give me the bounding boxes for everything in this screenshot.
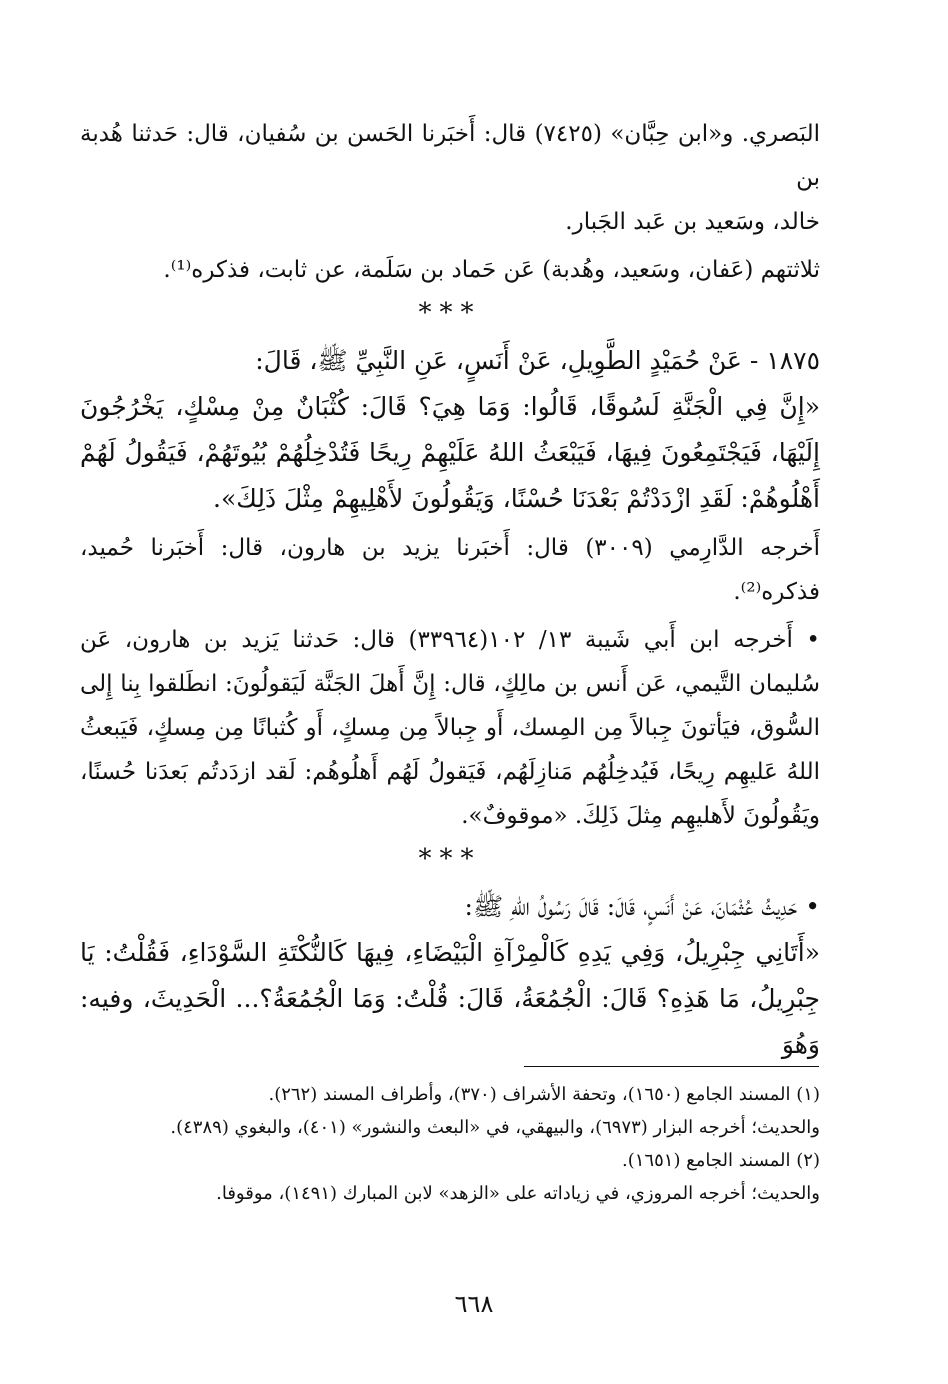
paragraph [80, 112, 820, 244]
text-line: البَصري. و«ابن حِبَّان» (٧٤٢٥) قال: أَخبَرنا الحَسن بن سُفيان، قال: حَدثنا هُدبة بن [80, 121, 820, 191]
footnote: (٢) المسند الجامع (١٦٥١). [622, 1150, 820, 1171]
text-line: خالد، وسَعيد بن عَبد الجَبار. [565, 209, 820, 235]
section-divider: *** [418, 844, 482, 874]
section-divider: *** [418, 298, 482, 328]
footnote: (١) المسند الجامع (١٦٥٠)، وتحفة الأشراف (٣٧٠)، وأطراف المسند (٢٦٢). [268, 1084, 820, 1105]
footnotes [80, 1078, 820, 1210]
hadith-heading: • حَدِيثُ عُثْمَانَ، عَنْ أَنَسٍ، قَالَ: قَالَ رَسُولُ اللهِ ﷺ: [464, 892, 820, 921]
hadith-heading: ١٨٧٥ - عَنْ حُمَيْدٍ الطَّوِيلِ، عَنْ أَنَسٍ، عَنِ النَّبِيِّ ﷺ، قَالَ: [255, 346, 820, 375]
footnote: والحديث؛ أخرجه البزار (٦٩٧٣)، والبيهقي، في «البعث والنشور» (٤٠١)، والبغوي (٤٣٨٩). [170, 1117, 820, 1138]
paragraph: ثلاثتهم (عَفان، وسَعيد، وهُدبة) عَن حَماد بن سَلَمة، عن ثابت، فذكره⁽¹⁾. [163, 257, 820, 283]
hadith-text: «أَتَانِي جِبْرِيلُ، وَفِي يَدِهِ كَالْمِرْآةِ الْبَيْضَاءِ، فِيهَا كَالنُّكْتَةِ السَّوْدَاءِ، فَقُلْتُ: يَا جِبْرِيلُ، مَا هَذِهِ؟ قَالَ: الْجُمُعَةُ، قَالَ: قُلْتُ: وَمَا الْجُمُعَةُ؟... الْحَدِيثَ، وفيه: وَهُوَ [80, 938, 820, 1059]
takhrij-paragraph: أَخرجه الدَّارِمي (٣٠٠٩) قال: أَخبَرنا يزيد بن هارون، قال: أَخبَرنا حُميد، فذكره⁽²⁾. [80, 535, 820, 605]
hadith-text: «إِنَّ فِي الْجَنَّةِ لَسُوقًا، قَالُوا: وَمَا هِيَ؟ قَالَ: كُثْبَانٌ مِنْ مِسْكٍ، يَخْرُجُونَ إِلَيْهَا، فَيَجْتَمِعُونَ فِيهَا، فَيَبْعَثُ اللهُ عَلَيْهِمْ رِيحًا فَتُدْخِلُهُمْ بُيُوتَهُمْ، فَيَقُولُ لَهُمْ أَهْلُوهُمْ: لَقَدِ ازْدَدْتُمْ بَعْدَنَا حُسْنًا، وَيَقُولُونَ لأَهْلِيهِمْ مِثْلَ ذَلِكَ». [80, 392, 820, 513]
takhrij-paragraph: • أَخرجه ابن أَبي شَيبة ١٣/ ١٠٢(٣٣٩٦٤) قال: حَدثنا يَزيد بن هارون، عَن سُليمان التَّيمي، عَن أَنس بن مالِكٍ، قال: إِنَّ أَهلَ الجَنَّة لَيَقولُونَ: انطَلقوا بِنا إِلى السُّوق، فيَأتونَ جِبالاً مِن المِسك، أَو جِبالاً مِن مِسكٍ، أَو كُثبانًا مِن مِسكٍ، فَيَبعثُ اللهُ عَليهِم رِيحًا، فَيُدخِلُهُم مَنازِلَهُم، فَيَقولُ لَهُم أَهلُوهُم: لَقد ازدَدتُم بَعدَنا حُسنًا، ويَقُولُونَ لأَهليهِم مِثلَ ذَلِكَ. «موقوفٌ». [80, 627, 821, 829]
main-text [80, 112, 820, 1068]
footnote-separator [524, 1066, 819, 1067]
footnote: والحديث؛ أخرجه المروزي، في زياداته على «الزهد» لابن المبارك (١٤٩١)، موقوفا. [216, 1183, 820, 1204]
page-number: ٦٦٨ [454, 1290, 494, 1318]
